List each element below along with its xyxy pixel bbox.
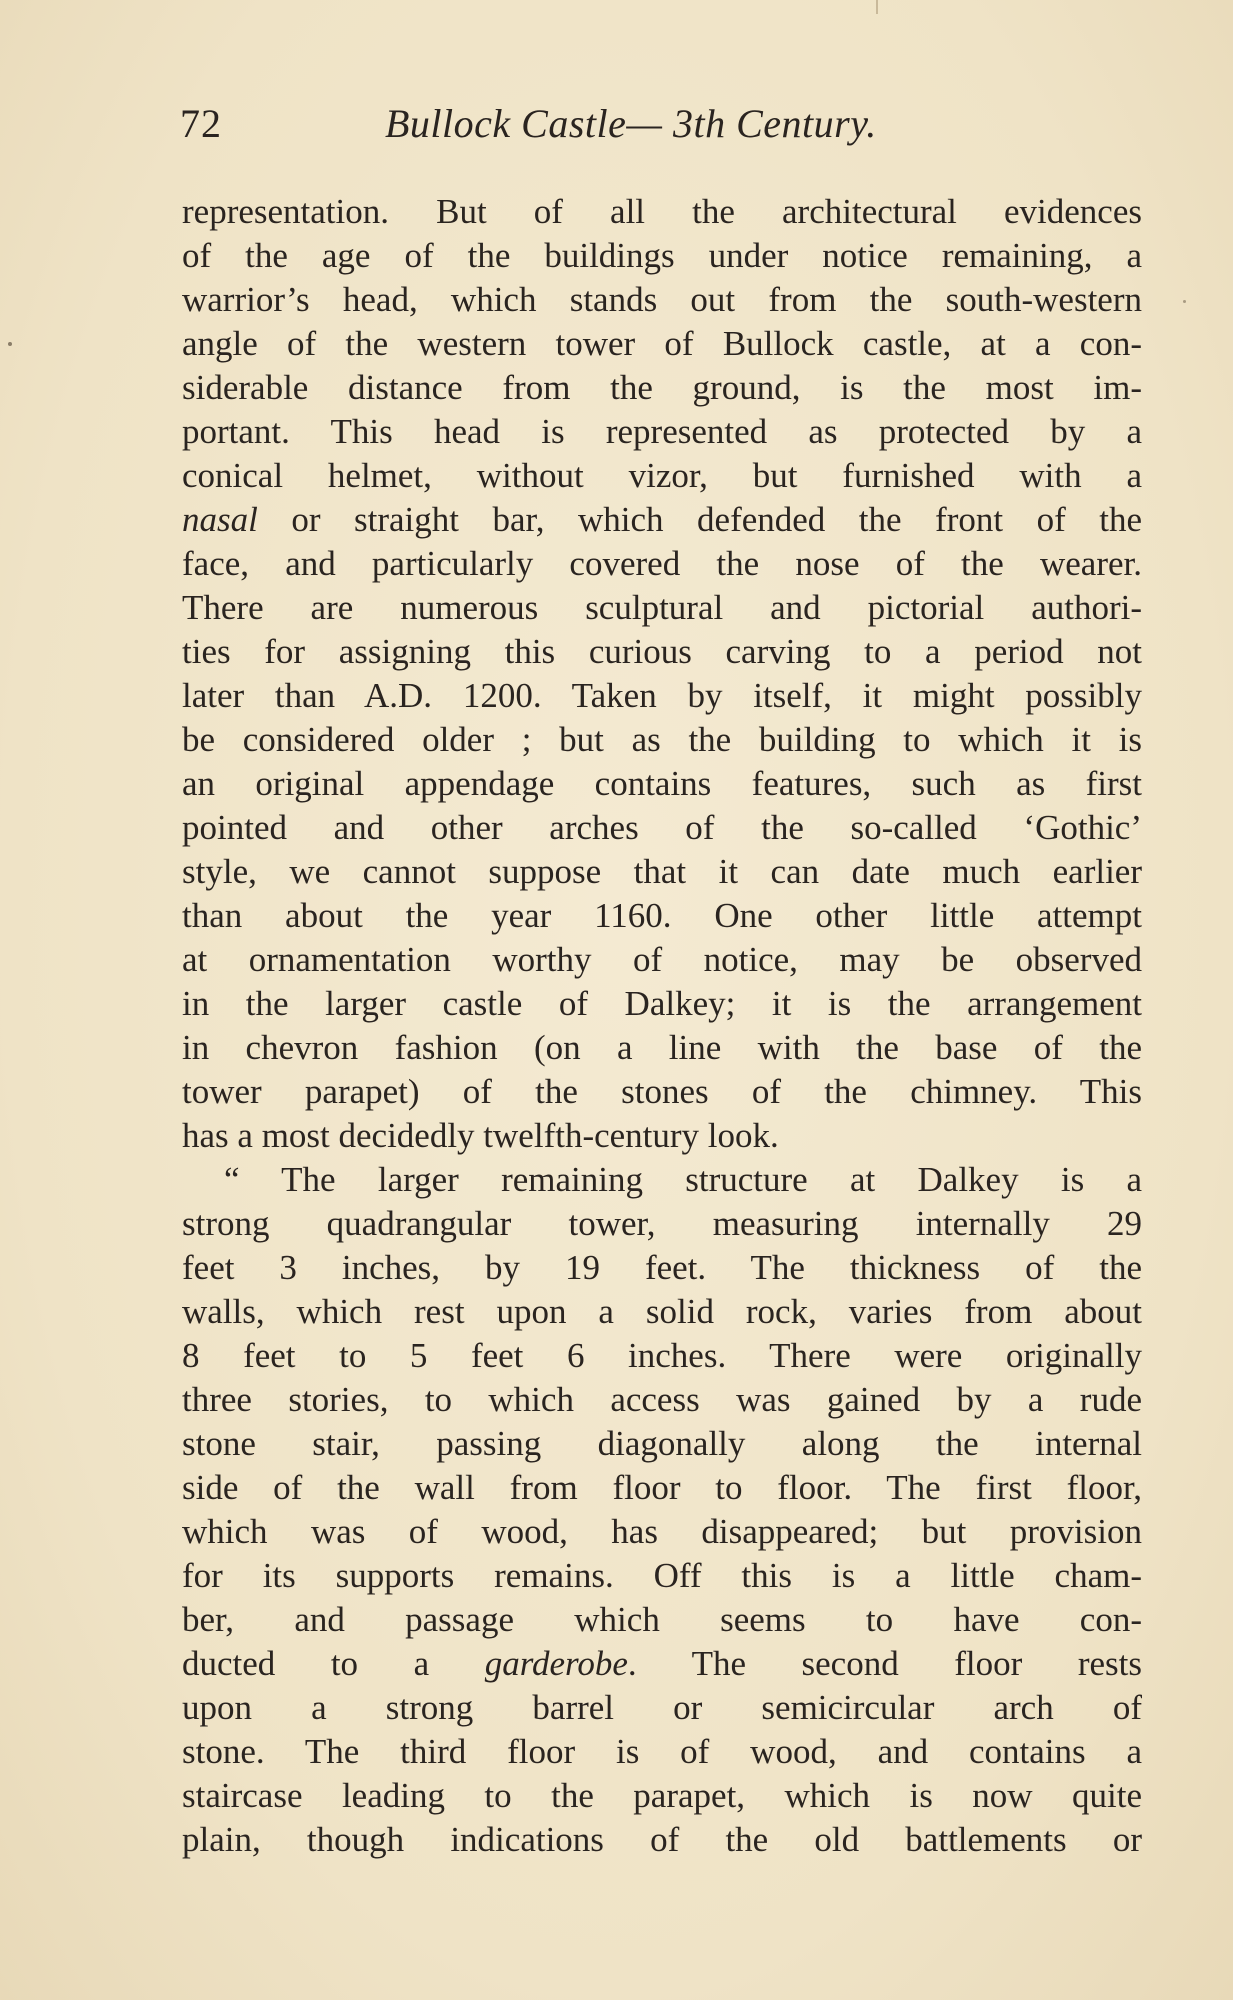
text-line: upon a strong barrel or semicircular arch of: [182, 1688, 1142, 1727]
text-line: ber, and passage which seems to have con-: [182, 1600, 1142, 1639]
text-line: There are numerous sculptural and pictorial authori-: [182, 588, 1142, 627]
running-head: Bullock Castle— 3th Century.: [385, 101, 877, 146]
text-line: at ornamentation worthy of notice, may be observed: [182, 940, 1142, 979]
text-line: side of the wall from floor to floor. The first floor,: [182, 1468, 1142, 1507]
text-line: nasal or straight bar, which defended the front of the: [182, 500, 1142, 539]
text-line: ducted to a garderobe. The second floor rests: [182, 1644, 1142, 1683]
text-line: of the age of the buildings under notice remaining, a: [182, 236, 1142, 275]
text-line: 8 feet to 5 feet 6 inches. There were originally: [182, 1336, 1142, 1375]
text-line: pointed and other arches of the so-called ‘Gothic’: [182, 808, 1142, 847]
text-line: be considered older ; but as the building to which it is: [182, 720, 1142, 759]
text-line: an original appendage contains features, such as first: [182, 764, 1142, 803]
text-line: tower parapet) of the stones of the chimney. This: [182, 1072, 1142, 1111]
text-line: angle of the western tower of Bullock castle, at a con-: [182, 324, 1142, 363]
text-line: has a most decidedly twelfth-century look.: [182, 1116, 779, 1155]
text-line: style, we cannot suppose that it can date much earlier: [182, 852, 1142, 891]
text-line: feet 3 inches, by 19 feet. The thickness of the: [182, 1248, 1142, 1287]
text-line: three stories, to which access was gained by a rude: [182, 1380, 1142, 1419]
page-header: [180, 100, 1140, 160]
paper-mark: [8, 342, 12, 346]
text-line: walls, which rest upon a solid rock, varies from about: [182, 1292, 1142, 1331]
text-line: warrior’s head, which stands out from the south-western: [182, 280, 1142, 319]
text-line: later than A.D. 1200. Taken by itself, it might possibly: [182, 676, 1142, 715]
page-number: 72: [180, 101, 222, 146]
text-line: stone. The third floor is of wood, and contains a: [182, 1732, 1142, 1771]
italic-term: garderobe: [484, 1644, 628, 1683]
text-line: conical helmet, without vizor, but furnished with a: [182, 456, 1142, 495]
text-line: in chevron fashion (on a line with the base of the: [182, 1028, 1142, 1067]
text-line: which was of wood, has disappeared; but provision: [182, 1512, 1142, 1551]
text-line: plain, though indications of the old battlements or: [182, 1820, 1142, 1859]
text-line: representation. But of all the architectural evidences: [182, 192, 1142, 231]
text-line: for its supports remains. Off this is a little cham-: [182, 1556, 1142, 1595]
italic-term: nasal: [182, 500, 258, 539]
text-line: in the larger castle of Dalkey; it is the arrangement: [182, 984, 1142, 1023]
body-text: [182, 190, 1142, 1862]
text-line: than about the year 1160. One other little attempt: [182, 896, 1142, 935]
text-line: strong quadrangular tower, measuring internally 29: [182, 1204, 1142, 1243]
text-line: “ The larger remaining structure at Dalkey is a: [224, 1160, 1142, 1199]
text-line: face, and particularly covered the nose of the wearer.: [182, 544, 1142, 583]
text-line: stone stair, passing diagonally along the internal: [182, 1424, 1142, 1463]
text-line: portant. This head is represented as protected by a: [182, 412, 1142, 451]
text-line: siderable distance from the ground, is the most im-: [182, 368, 1142, 407]
text-line: staircase leading to the parapet, which is now quite: [182, 1776, 1142, 1815]
paper-mark: [1183, 300, 1186, 303]
text-line: ties for assigning this curious carving to a period not: [182, 632, 1142, 671]
paper-mark: [876, 0, 878, 14]
